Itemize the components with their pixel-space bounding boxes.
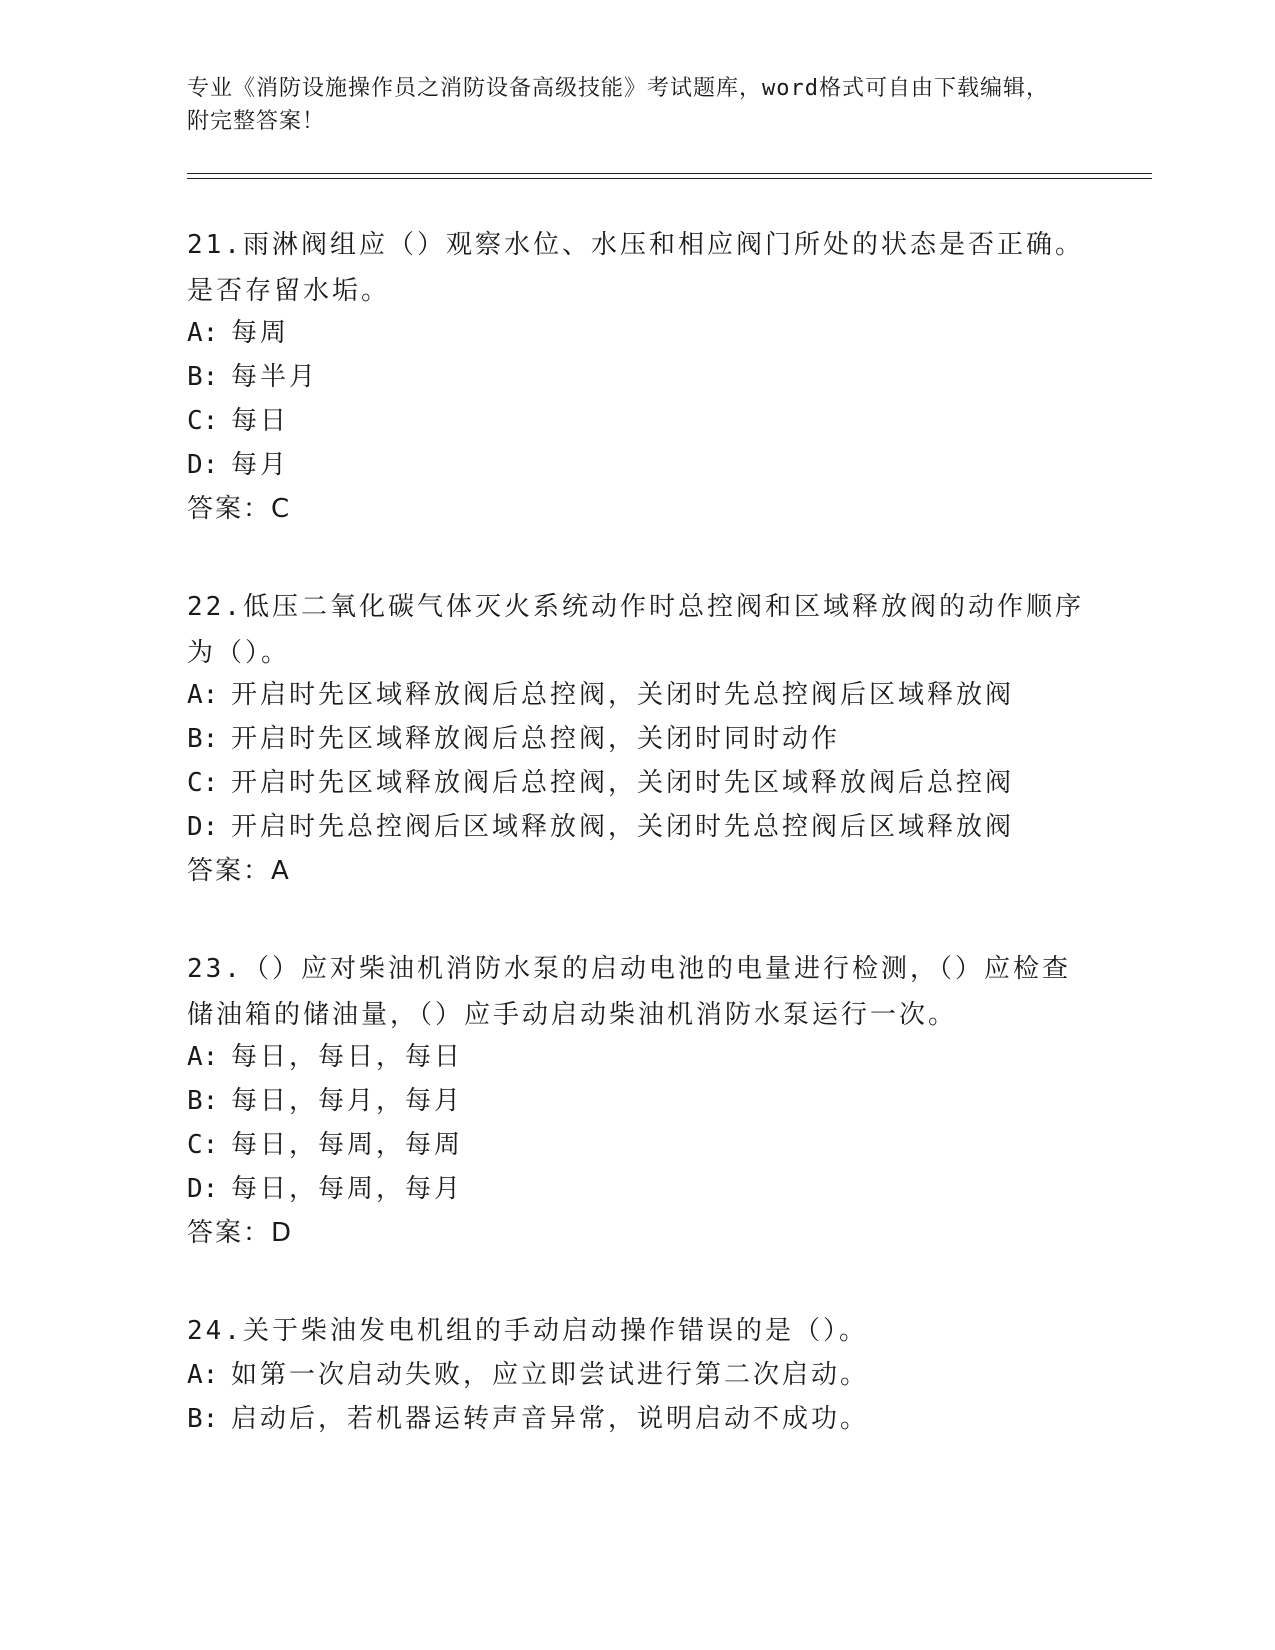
question-22-option-c: C: 开启时先区域释放阀后总控阀，关闭时先区域释放阀后总控阀 xyxy=(187,768,1015,798)
question-23-option-c: C: 每日，每周，每周 xyxy=(187,1130,464,1160)
question-21-option-a: A: 每周 xyxy=(187,318,290,348)
document-header: 专业《消防设施操作员之消防设备高级技能》考试题库，word格式可自由下载编辑，附完整答案！ xyxy=(187,76,1049,134)
question-24-stem: 24.关于柴油发电机组的手动启动操作错误的是（）。 xyxy=(187,1316,868,1346)
question-23-option-d: D: 每日，每周，每月 xyxy=(187,1174,464,1204)
question-22-stem: 22.低压二氧化碳气体灭火系统动作时总控阀和区域释放阀的动作顺序为（）。 xyxy=(187,592,1084,668)
question-24-option-a: A: 如第一次启动失败，应立即尝试进行第二次启动。 xyxy=(187,1360,870,1390)
question-23-option-b: B: 每日，每月，每月 xyxy=(187,1086,464,1116)
question-22-option-d: D: 开启时先总控阀后区域释放阀，关闭时先总控阀后区域释放阀 xyxy=(187,812,1015,842)
question-23-option-a: A: 每日，每日，每日 xyxy=(187,1042,464,1072)
question-21-option-b: B: 每半月 xyxy=(187,362,319,392)
question-21-stem: 21.雨淋阀组应（）观察水位、水压和相应阀门所处的状态是否正确。是否存留水垢。 xyxy=(187,230,1084,306)
question-21-answer: 答案：C xyxy=(187,494,292,524)
header-divider-upper xyxy=(187,173,1152,174)
question-22-answer: 答案：A xyxy=(187,856,291,886)
question-23-stem: 23.（）应对柴油机消防水泵的启动电池的电量进行检测，（）应检查储油箱的储油量，（）应手动启动柴油机消防水泵运行一次。 xyxy=(187,954,1071,1030)
question-21-option-d: D: 每月 xyxy=(187,450,290,480)
question-22-option-b: B: 开启时先区域释放阀后总控阀，关闭时同时动作 xyxy=(187,724,841,754)
question-21-option-c: C: 每日 xyxy=(187,406,290,436)
question-24-option-b: B: 启动后，若机器运转声音异常，说明启动不成功。 xyxy=(187,1404,870,1434)
question-22-option-a: A: 开启时先区域释放阀后总控阀，关闭时先总控阀后区域释放阀 xyxy=(187,680,1015,710)
header-divider-lower xyxy=(187,178,1152,179)
question-23-answer: 答案：D xyxy=(187,1218,294,1248)
